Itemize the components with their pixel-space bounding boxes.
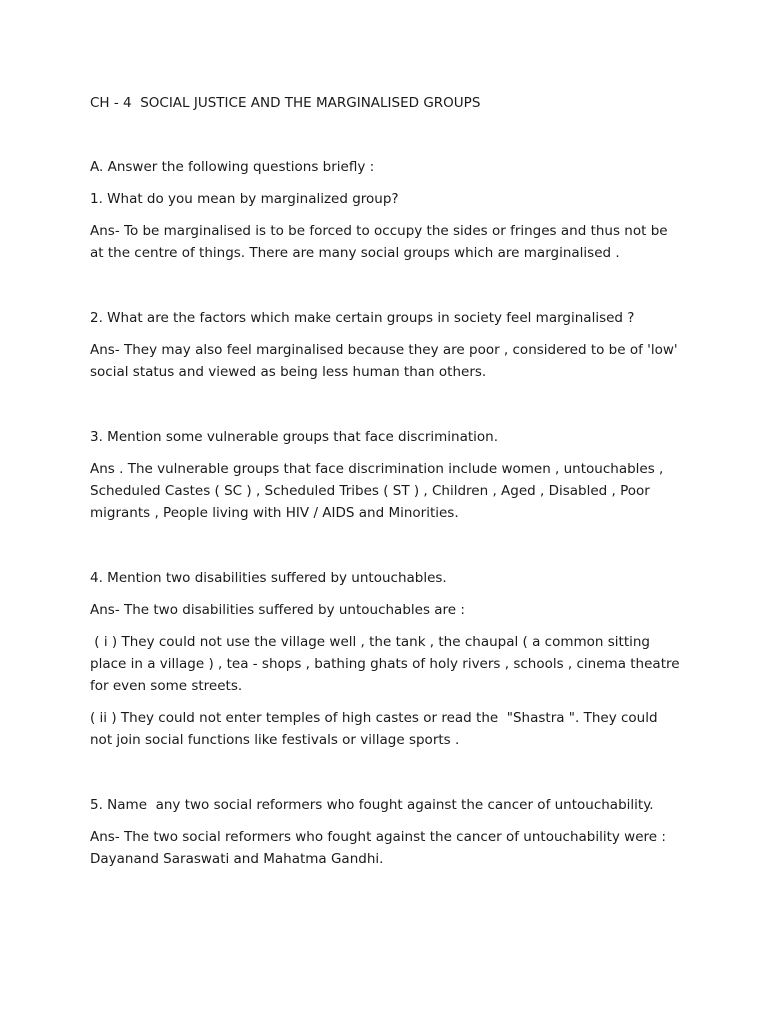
- chapter-title: CH - 4 SOCIAL JUSTICE AND THE MARGINALISED GROUPS: [90, 95, 481, 111]
- document-page: [90, 0, 690, 867]
- answer-4: Ans- The two disabilities suffered by untouchables are :: [90, 602, 465, 618]
- question-3: 3. Mention some vulnerable groups that face discrimination.: [90, 429, 499, 445]
- question-5: 5. Name any two social reformers who fought against the cancer of untouchability.: [90, 797, 654, 813]
- answer-2: Ans- They may also feel marginalised because they are poor , considered to be of 'low' social status and viewed as being less human than others.: [90, 342, 682, 380]
- answer-4-point-2: ( ii ) They could not enter temples of high castes or read the "Shastra ". They could not join social functions like festivals or village sports .: [90, 710, 662, 748]
- answer-1: Ans- To be marginalised is to be forced to occupy the sides or fringes and thus not be at the centre of things. There are many social groups which are marginalised .: [90, 223, 672, 261]
- question-2: 2. What are the factors which make certain groups in society feel marginalised ?: [90, 310, 635, 326]
- answer-5: Ans- The two social reformers who fought against the cancer of untouchability were : Dayanand Saraswati and Mahatma Gandhi.: [90, 829, 671, 867]
- question-1: 1. What do you mean by marginalized group?: [90, 191, 399, 207]
- answer-4-point-1: ( i ) They could not use the village well , the tank , the chaupal ( a common sitting place in a village ) , tea - shops , bathing ghats of holy rivers , schools , cinema theatre for even some streets.: [90, 634, 684, 694]
- section-heading: A. Answer the following questions briefly :: [90, 159, 375, 175]
- question-4: 4. Mention two disabilities suffered by untouchables.: [90, 570, 447, 586]
- answer-3: Ans . The vulnerable groups that face discrimination include women , untouchables , Scheduled Castes ( SC ) , Scheduled Tribes ( ST ) , Children , Aged , Disabled , Poor migrants , People living with HIV / AIDS and Minorities.: [90, 461, 668, 521]
